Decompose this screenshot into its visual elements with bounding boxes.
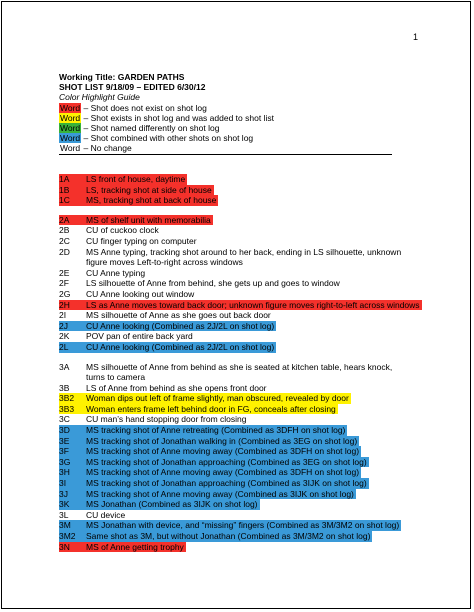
shot-description: MS Jonathan (Combined as 3IJK on shot log) <box>86 499 258 510</box>
shot-highlight <box>59 542 186 553</box>
shot-highlight <box>59 185 214 196</box>
shot-row <box>59 446 422 457</box>
shot-highlight <box>59 195 218 206</box>
shot-code: 1C <box>59 195 70 206</box>
color-legend <box>59 103 274 154</box>
legend-description: – Shot exists in shot log and was added to shot list <box>81 112 274 123</box>
shot-row <box>59 383 422 394</box>
legend-row <box>59 103 274 113</box>
shot-row <box>59 457 422 468</box>
shot-row <box>59 342 422 353</box>
shot-code: 3L <box>59 509 69 520</box>
shot-highlight <box>59 310 273 321</box>
legend-row <box>59 143 274 153</box>
shot-row <box>59 393 422 404</box>
shot-highlight <box>59 457 369 468</box>
shot-code: 3M2 <box>59 531 76 541</box>
shot-description: figure moves Left-to-right across windows <box>86 257 243 268</box>
shot-code: 2F <box>59 278 69 289</box>
shot-code: 3K <box>59 499 70 510</box>
shot-description: MS of Anne getting trophy <box>86 541 184 552</box>
shot-description: MS tracking shot of Anne moving away (Combined as 3DFH on shot log) <box>86 467 360 478</box>
legend-swatch-word: Word <box>60 143 81 154</box>
color-guide-title: Color Highlight Guide <box>59 92 140 103</box>
shot-highlight <box>59 404 338 415</box>
shot-row <box>59 404 422 415</box>
shot-list-date: SHOT LIST 9/18/09 – EDITED 6/30/12 <box>59 82 206 93</box>
shot-highlight <box>59 289 196 300</box>
shot-list <box>59 174 422 552</box>
shot-code: 3I <box>59 478 67 489</box>
shot-highlight <box>59 436 359 447</box>
shot-code: 3G <box>59 456 71 467</box>
shot-description-continuation <box>59 257 422 268</box>
shot-description: LS silhouette of Anne from behind, she gets up and goes to window <box>86 278 340 289</box>
shot-code: 1A <box>59 174 70 184</box>
shot-row <box>59 174 422 185</box>
shot-description: CU Anne typing <box>86 267 146 278</box>
shot-highlight <box>59 225 161 236</box>
shot-row <box>59 531 422 542</box>
shot-highlight <box>59 331 195 342</box>
shot-description: MS tracking shot of Anne moving away (Combined as 3DFH on shot log) <box>86 446 360 457</box>
shot-description: LS front of house, daytime <box>86 174 186 184</box>
shot-highlight <box>59 499 260 510</box>
shot-highlight <box>59 278 342 289</box>
shot-code: 2D <box>59 246 70 257</box>
shot-description: MS Anne typing, tracking shot around to her back, ending in LS silhouette, unknown <box>86 246 402 257</box>
shot-row <box>59 278 422 289</box>
page-number: 1 <box>413 32 419 42</box>
shot-description: MS Jonathan with device, and “missing” fingers (Combined as 3M/3M2 on shot log) <box>86 520 400 531</box>
shot-row <box>59 362 422 373</box>
shot-highlight <box>59 489 356 500</box>
legend-swatch-word: Word <box>60 112 81 123</box>
legend-row <box>59 133 274 143</box>
shot-highlight <box>59 321 276 332</box>
shot-description: CU Anne looking out window <box>86 288 195 299</box>
shot-description: POV pan of entire back yard <box>86 331 193 342</box>
shot-highlight <box>59 510 127 521</box>
shot-row <box>59 520 422 531</box>
shot-row <box>59 195 422 206</box>
header-divider <box>59 154 392 155</box>
shot-description-continuation <box>59 372 422 383</box>
document-page <box>1 1 471 609</box>
legend-description: – Shot does not exist on shot log <box>81 102 207 113</box>
shot-row <box>59 310 422 321</box>
shot-row <box>59 225 422 236</box>
shot-row <box>59 289 422 300</box>
shot-code: 2B <box>59 225 70 236</box>
shot-highlight <box>59 393 351 404</box>
shot-description: Same shot as 3M, but without Jonathan (Combined as 3M/3M2 on shot log) <box>86 531 371 541</box>
shot-code: 2E <box>59 267 70 278</box>
shot-highlight <box>59 446 361 457</box>
shot-description: MS tracking shot of Anne moving away (Combined as 3IJK on shot log) <box>86 488 354 499</box>
shot-code: 3M <box>59 520 71 531</box>
shot-highlight <box>59 215 213 226</box>
shot-row <box>59 185 422 196</box>
shot-code: 2I <box>59 310 67 321</box>
shot-highlight <box>59 414 248 425</box>
shot-row <box>59 331 422 342</box>
shot-row <box>59 542 422 553</box>
shot-row <box>59 215 422 226</box>
shot-description: LS, tracking shot at side of house <box>86 184 212 195</box>
shot-code: 3C <box>59 414 70 425</box>
legend-description: – Shot named differently on shot log <box>81 123 220 134</box>
shot-description: Woman dips out left of frame slightly, man obscured, revealed by door <box>86 393 349 404</box>
shot-row <box>59 268 422 279</box>
shot-code: 2K <box>59 331 70 342</box>
shot-description: MS tracking shot of Jonathan approaching (Combined as 3EG on shot log) <box>86 456 367 467</box>
shot-highlight <box>59 531 372 542</box>
shot-description: MS tracking shot of Jonathan approaching (Combined as 3IJK on shot log) <box>86 478 367 489</box>
shot-row <box>59 414 422 425</box>
shot-highlight <box>59 467 361 478</box>
shot-code: 2G <box>59 288 71 299</box>
shot-code: 2C <box>59 235 70 246</box>
shot-description: LS of Anne from behind as she opens front door <box>86 382 267 393</box>
legend-swatch-word: Word <box>60 123 81 134</box>
shot-highlight <box>59 236 199 247</box>
shot-highlight <box>59 300 422 311</box>
shot-description: MS of shelf unit with memorabilia <box>86 214 211 225</box>
shot-highlight <box>59 342 276 353</box>
shot-description: Woman enters frame left behind door in FG, conceals after closing <box>86 403 336 414</box>
shot-code: 3H <box>59 467 70 478</box>
shot-row <box>59 247 422 258</box>
shot-description: MS silhouette of Anne from behind as she is seated at kitchen table, hears knock, <box>86 361 393 372</box>
shot-description: turns to camera <box>86 372 146 383</box>
shot-code: 3N <box>59 541 70 552</box>
working-title: Working Title: GARDEN PATHS <box>59 72 185 82</box>
shot-code: 3J <box>59 488 68 499</box>
shot-code: 3B <box>59 382 70 393</box>
shot-highlight <box>59 268 147 279</box>
shot-highlight <box>59 247 403 258</box>
shot-description: LS as Anne moves toward back door; unknown figure moves right-to-left across windows <box>86 299 420 310</box>
shot-row <box>59 510 422 521</box>
shot-highlight <box>59 362 394 373</box>
shot-highlight <box>86 257 245 268</box>
shot-highlight <box>59 383 269 394</box>
shot-description: CU of cuckoo clock <box>86 225 159 236</box>
shot-code: 3E <box>59 435 70 446</box>
shot-row <box>59 467 422 478</box>
shot-row <box>59 436 422 447</box>
shot-code: 3B3 <box>59 403 75 414</box>
shot-description: MS, tracking shot at back of house <box>86 195 217 206</box>
shot-row <box>59 300 422 311</box>
shot-code: 1B <box>59 184 70 195</box>
shot-code: 2L <box>59 341 69 352</box>
shot-row <box>59 478 422 489</box>
document-header <box>59 72 274 154</box>
shot-description: CU device <box>86 509 126 520</box>
shot-description: CU Anne looking (Combined as 2J/2L on shot log) <box>86 341 275 352</box>
shot-description: MS silhouette of Anne as she goes out back door <box>86 310 271 321</box>
shot-highlight <box>59 478 369 489</box>
shot-description: MS tracking shot of Anne retreating (Combined as 3DFH on shot log) <box>86 425 346 436</box>
shot-description: MS tracking shot of Jonathan walking in (Combined as 3EG on shot log) <box>86 435 358 446</box>
shot-description: CU Anne looking (Combined as 2J/2L on shot log) <box>86 320 275 331</box>
legend-description: – No change <box>81 143 132 154</box>
shot-highlight <box>59 425 347 436</box>
shot-code: 2J <box>59 320 68 331</box>
shot-code: 2A <box>59 214 70 225</box>
shot-code: 3A <box>59 361 70 372</box>
shot-row <box>59 425 422 436</box>
shot-highlight <box>86 372 147 383</box>
legend-description: – Shot combined with other shots on shot log <box>81 133 254 144</box>
shot-code: 3B2 <box>59 393 75 404</box>
legend-row <box>59 123 274 133</box>
shot-highlight <box>59 520 401 531</box>
shot-row <box>59 321 422 332</box>
shot-description: CU man’s hand stopping door from closing <box>86 414 247 425</box>
shot-row <box>59 499 422 510</box>
shot-description: CU finger typing on computer <box>86 235 197 246</box>
legend-swatch-word: Word <box>60 102 81 113</box>
shot-code: 3F <box>59 446 69 457</box>
shot-row <box>59 489 422 500</box>
shot-code: 3D <box>59 425 70 436</box>
shot-code: 2H <box>59 299 70 310</box>
legend-swatch-word: Word <box>60 133 81 144</box>
shot-highlight <box>59 174 187 185</box>
shot-row <box>59 236 422 247</box>
legend-row <box>59 113 274 123</box>
